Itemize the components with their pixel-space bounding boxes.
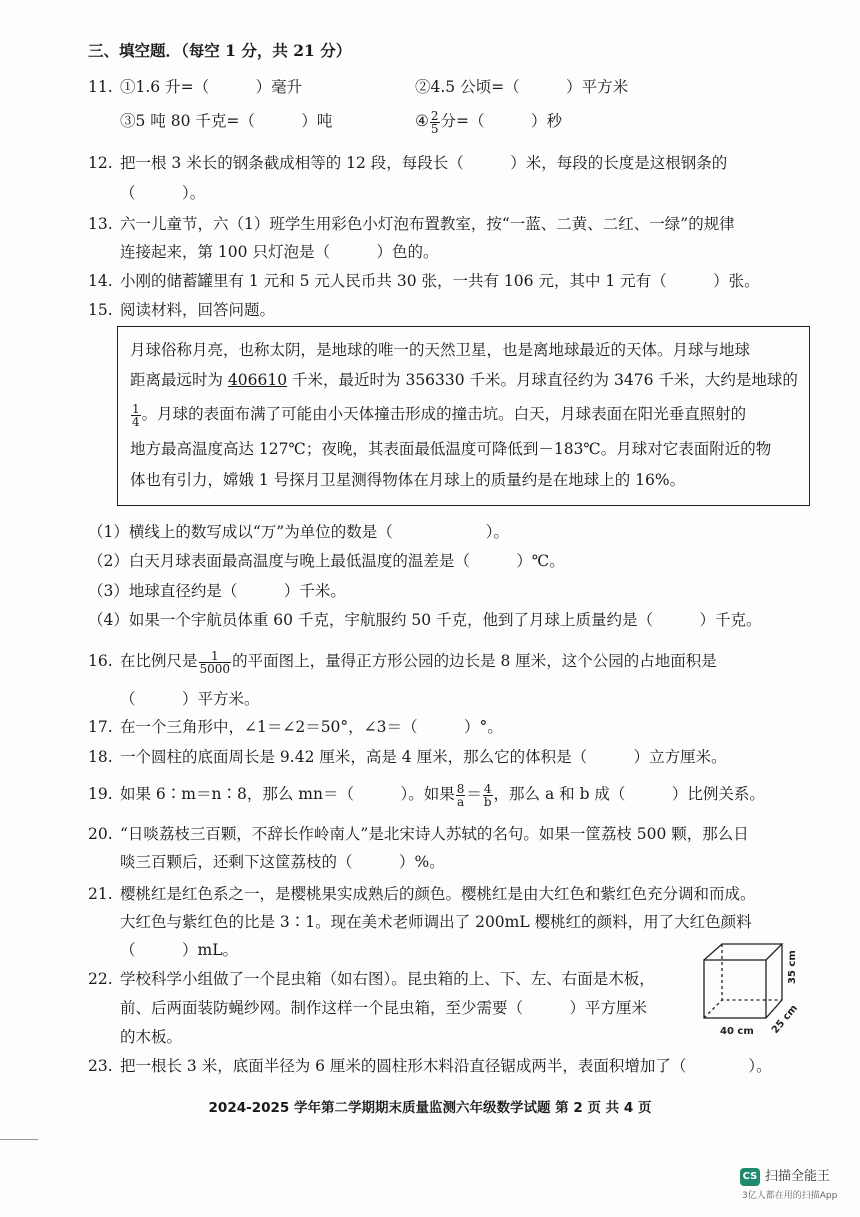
box-height-label: 35 cm [787,950,798,984]
insect-box-diagram [690,938,810,1046]
question-22 [88,968,655,990]
divider [0,1139,38,1140]
question-21-line1: 樱桃红是红色系之一，是樱桃果实成熟后的颜色。樱桃红是由大红色和紫红色充分调和而成。 [120,885,756,903]
question-14 [88,270,760,292]
question-18-text: 一个圆柱的底面周长是 9.42 厘米，高是 4 厘米，那么它的体积是（ ）立方厘米。 [120,748,727,766]
fraction-numerator: 1 [132,401,140,416]
question-21-line2: 大红色与紫红色的比是 3∶1。现在美术老师调出了 200mL 樱桃红的颜料，用了大红色颜料 [120,913,752,931]
question-number: 21. [88,885,113,903]
question-12-line2: （ ）。 [120,184,206,202]
fraction [430,110,440,135]
passage-line-5: 体也有引力，嫦娥 1 号探月卫星测得物体在月球上的质量约是在地球上的 16%。 [130,471,686,489]
fraction-numerator: 1 [199,650,232,663]
fraction-denominator: 4 [132,414,140,429]
question-11a: ①1.6 升=（ ）毫升 [120,78,303,96]
question-15-sub3: （3）地球直径约是（ ）千米。 [88,582,346,600]
question-22-line2: 前、后两面装防蝇纱网。制作这样一个昆虫箱，至少需要（ ）平方厘米 [120,999,648,1017]
question-12 [88,152,727,174]
question-15-sub1: （1）横线上的数写成以“万”为单位的数是（ ）。 [88,523,509,541]
page-footer: 2024-2025 学年第二学期期末质量监测六年级数学试题 第 2 页 共 4 页 [208,1100,652,1116]
question-22-line3: 的木板。 [120,1028,183,1046]
question-19-post: ，那么 a 和 b 成（ ）比例关系。 [493,785,765,803]
scanner-logo: CS [740,1168,760,1186]
reading-passage-box [117,326,810,506]
question-19-pre: 如果 6∶m＝n∶8，那么 mn＝（ ）。如果 [120,785,455,803]
box-top-edges [704,944,782,960]
question-20 [88,823,749,845]
box-length-label: 40 cm [720,1026,754,1037]
question-16 [88,645,717,677]
passage-line-1: 月球俗称月亮，也称太阴，是地球的唯一的天然卫星，也是离地球最近的天体。月球与地球 [130,341,751,359]
fraction-numerator: 8 [456,781,465,796]
question-22-line1: 学校科学小组做了一个昆虫箱（如右图）。昆虫箱的上、下、左、右面是木板， [120,970,655,988]
question-11b: ②4.5 公顷=（ ）平方米 [415,78,629,96]
question-number: 14. [88,272,113,290]
fraction [456,783,466,808]
question-11d-suffix: 分=（ ）秒 [440,112,563,130]
passage-line-2 [130,369,798,391]
question-11c: ③5 吨 80 千克=（ ）吨 [120,112,333,130]
fraction-denominator: 5000 [199,661,231,676]
passage-text: 千米，最近时为 356330 千米。月球直径约为 3476 千米，大约是地球的 [287,371,798,389]
question-13-line2: 连接起来，第 100 只灯泡是（ ）色的。 [120,243,439,261]
question-13 [88,213,735,235]
question-18 [88,746,727,768]
question-13-line1: 六一儿童节，六（1）班学生用彩色小灯泡布置教室，按“一蓝、二黄、二红、一绿”的规律 [120,215,735,233]
scanner-app-name: 扫描全能王 [765,1169,831,1184]
question-14-text: 小刚的储蓄罐里有 1 元和 5 元人民币共 30 张，一共有 106 元，其中 1 元有（ ）张。 [120,272,760,290]
question-11d-prefix: ④ [415,112,429,130]
question-11-row1 [88,76,302,98]
question-number: 12. [88,154,113,172]
question-16-line2: （ ）平方米。 [120,690,260,708]
question-15 [88,299,275,321]
question-number: 20. [88,825,113,843]
scanner-tagline: 3亿人都在用的扫描App [742,1191,838,1201]
question-12-line1: 把一根 3 米长的钢条截成相等的 12 段，每段长（ ）米，每段的长度是这根钢条的 [120,154,728,172]
question-11d [415,106,562,136]
equals-sign: ＝ [466,785,482,803]
section-title: 三、填空题．（每空 1 分，共 21 分） [88,41,352,60]
fraction-denominator: b [483,794,492,809]
question-number: 17. [88,718,113,736]
passage-text: 距离最远时为 [130,371,228,389]
question-15-sub2: （2）白天月球表面最高温度与晚上最低温度的温差是（ ）℃。 [88,552,565,570]
question-21 [88,883,756,905]
fraction-denominator: a [456,794,465,809]
question-number: 18. [88,748,113,766]
underlined-number: 406610 [227,371,288,389]
question-17 [88,716,503,738]
question-17-text: 在一个三角形中，∠1＝∠2＝50°，∠3＝（ ）°。 [120,718,503,736]
fraction [131,403,141,428]
fraction-numerator: 4 [483,781,492,796]
question-23-text: 把一根长 3 米，底面半径为 6 厘米的圆柱形木料沿直径锯成两半，表面积增加了（ ）。 [120,1057,772,1075]
question-number: 22. [88,970,113,988]
question-number: 15. [88,301,113,319]
question-20-line2: 啖三百颗后，还剩下这筐荔枝的（ ）%。 [120,853,445,871]
fraction [199,650,232,675]
passage-text: 。月球的表面布满了可能由小天体撞击形成的撞击坑。白天，月球表面在阳光垂直照射的 [141,405,747,423]
question-15-sub4: （4）如果一个宇航员体重 60 千克，宇航服约 50 千克，他到了月球上质量约是（ ）千克。 [88,611,762,629]
question-number: 13. [88,215,113,233]
box-width-label: 25 cm [769,1003,800,1036]
question-23 [88,1055,772,1077]
passage-line-3 [130,399,746,429]
question-15-intro: 阅读材料，回答问题。 [120,301,276,319]
question-number: 23. [88,1057,113,1075]
fraction [483,783,493,808]
question-21-line3: （ ）mL。 [120,941,238,959]
question-number: 11. [88,78,113,96]
passage-line-4: 地方最高温度高达 127℃；夜晚，其表面最低温度可降低到－183℃。月球对它表面附近的物 [130,440,772,458]
fraction-denominator: 5 [430,121,439,136]
question-number: 19. [88,785,113,803]
question-16-pre: 在比例尺是 [120,652,198,670]
fraction-numerator: 2 [430,108,439,123]
question-19 [88,778,765,810]
box-hidden-edges [704,1000,782,1018]
question-16-post: 的平面图上，量得正方形公园的边长是 8 厘米，这个公园的占地面积是 [232,652,717,670]
question-number: 16. [88,652,113,670]
box-right-edges [766,944,782,1018]
question-20-line1: “日啖荔枝三百颗，不辞长作岭南人”是北宋诗人苏轼的名句。如果一筐荔枝 500 颗，那么日 [120,825,749,843]
